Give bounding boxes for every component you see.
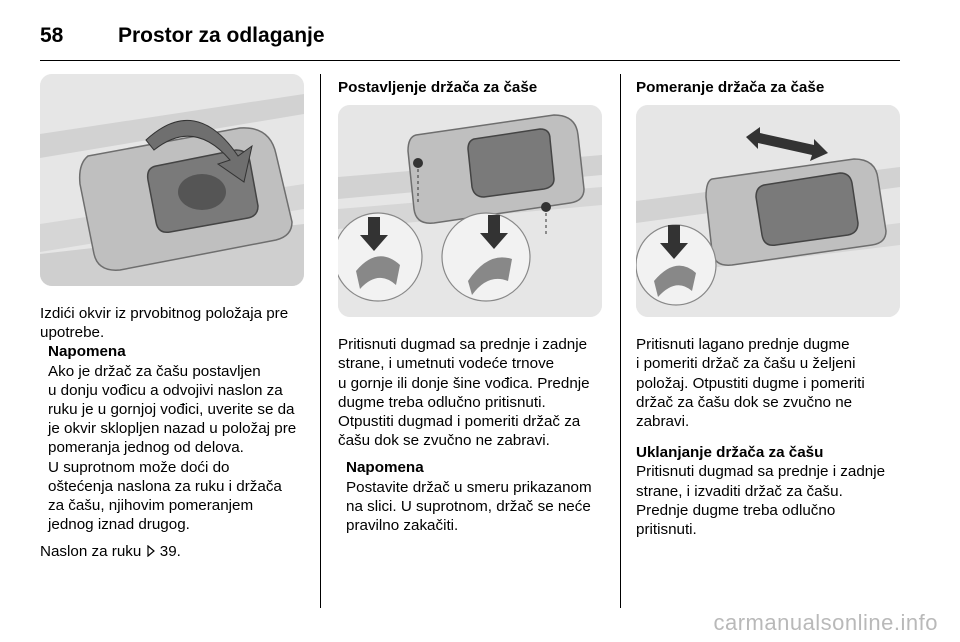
note-box xyxy=(48,342,308,534)
note-line: u donju vođicu a odvojivi naslon za xyxy=(48,381,283,399)
slide-cup-holder-illustration xyxy=(636,105,900,317)
text-line: strane, i umetnuti vodeće trnove xyxy=(338,355,555,373)
page-reference-arrow-icon xyxy=(146,545,156,557)
paragraph xyxy=(338,335,608,450)
column-divider xyxy=(320,74,321,608)
page-header xyxy=(40,14,900,61)
note-line: oštećenja naslona za ruku i držača xyxy=(48,477,282,495)
note-line: ruku je u gornjoj vođici, uverite se da xyxy=(48,401,295,419)
watermark: carmanualsonline.info xyxy=(713,610,938,635)
text-line: zabravi. xyxy=(636,413,690,431)
text-line: položaj. Otpustiti dugme i pomeriti xyxy=(636,374,865,392)
note-line: U suprotnom može doći do xyxy=(48,458,230,476)
text-line: i pomeriti držač za čašu u željeni xyxy=(636,355,856,373)
lift-cup-holder-illustration xyxy=(40,74,304,286)
text-line: Otpustiti dugmad i pomeriti držač za xyxy=(338,413,581,431)
note-line: jednog iznad drugog. xyxy=(48,516,190,534)
note-line: pravilno zakačiti. xyxy=(346,517,459,535)
note-line: pomeranja jednog od delova. xyxy=(48,439,244,457)
section-heading: Uklanjanje držača za čašu xyxy=(636,444,824,462)
reference-page[interactable]: 39. xyxy=(159,543,181,561)
column-2 xyxy=(338,74,608,535)
text-line: Pritisnuti dugmad sa prednje i zadnje xyxy=(636,463,886,481)
page-number: 58 xyxy=(40,24,64,47)
note-line: Postavite držač u smeru prikazanom xyxy=(346,478,592,496)
column-divider xyxy=(620,74,621,608)
text-line: čašu dok se zvučno ne zabravi. xyxy=(338,432,550,450)
cross-reference xyxy=(40,542,308,561)
text-line: Pritisnuti lagano prednje dugme xyxy=(636,336,850,354)
paragraph xyxy=(636,462,908,539)
column-1 xyxy=(40,74,308,562)
note-line: na slici. U suprotnom, držač se neće xyxy=(346,497,591,515)
note-line: je okvir sklopljen nazad u položaj pre xyxy=(48,420,297,438)
text-line: pritisnuti. xyxy=(636,521,697,539)
paragraph xyxy=(636,335,908,431)
text-line: držač za čašu dok se zvučno ne xyxy=(636,393,853,411)
column-3 xyxy=(636,74,908,539)
text-line: strane, i izvaditi držač za čašu. xyxy=(636,482,843,500)
page-title: Prostor za odlaganje xyxy=(118,24,325,47)
note-heading: Napomena xyxy=(48,343,126,361)
install-cup-holder-illustration xyxy=(338,105,602,317)
section-heading: Pomeranje držača za čaše xyxy=(636,79,825,96)
section-heading: Postavljenje držača za čaše xyxy=(338,79,538,96)
text-line: Prednje dugme treba odlučno xyxy=(636,501,836,519)
text-line: Pritisnuti dugmad sa prednje i zadnje xyxy=(338,336,588,354)
paragraph: Izdići okvir iz prvobitnog položaja pre upotrebe. xyxy=(40,305,289,342)
text-line: u gornje ili donje šine vođica. Prednje xyxy=(338,374,590,392)
text-line: dugme treba odlučno pritisnuti. xyxy=(338,393,546,411)
note-line: Ako je držač za čašu postavljen xyxy=(48,362,261,380)
note-line: za čašu, njihovim pomeranjem xyxy=(48,497,254,515)
note-heading: Napomena xyxy=(346,459,424,477)
reference-text: Naslon za ruku xyxy=(40,543,142,561)
note-box xyxy=(346,458,608,535)
